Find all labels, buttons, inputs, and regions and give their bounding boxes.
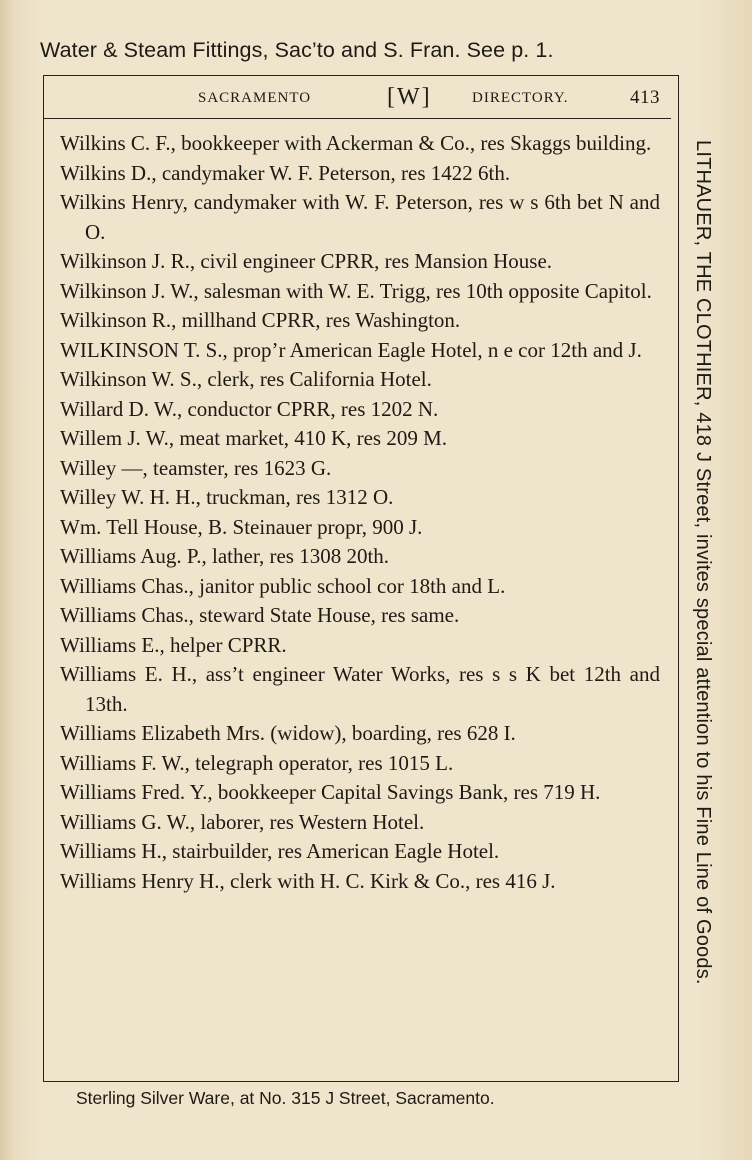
- directory-entry: Wilkinson J. W., salesman with W. E. Trigg, res 10th opposite Capitol.: [60, 278, 652, 303]
- directory-entry: Williams F. W., telegraph operator, res 1015 L.: [60, 750, 454, 775]
- bottom-advertisement: Sterling Silver Ware, at No. 315 J Street, Sacramento.: [76, 1088, 495, 1108]
- directory-entry: Wilkinson J. R., civil engineer CPRR, res Mansion House.: [60, 249, 553, 273]
- directory-entry: Williams Elizabeth Mrs. (widow), boarding, res 628 I.: [60, 721, 516, 745]
- directory-entry: Williams Fred. Y., bookkeeper Capital Savings Bank, res 719 H.: [60, 780, 601, 804]
- header-rule: [43, 118, 671, 119]
- directory-entry: Williams Chas., janitor public school cor 18th and L.: [60, 573, 506, 598]
- running-header: [60, 84, 662, 114]
- directory-entry: Williams Aug. P., lather, res 1308 20th.: [60, 544, 390, 568]
- directory-entry: Williams Chas., steward State House, res same.: [60, 603, 460, 627]
- page-number: 413: [630, 87, 660, 108]
- directory-entries: [60, 129, 660, 896]
- directory-entry: Willem J. W., meat market, 410 K, res 209 M.: [60, 426, 448, 450]
- directory-entry: Wilkins Henry, candymaker with W. F. Peterson, res w s 6th bet N and O.: [60, 190, 660, 244]
- top-advertisement: Water & Steam Fittings, Sac’to and S. Fran. See p. 1.: [40, 38, 554, 62]
- directory-entry: Williams E. H., ass’t engineer Water Works, res s s K bet 12th and 13th.: [60, 662, 660, 716]
- directory-entry: Williams H., stairbuilder, res American Eagle Hotel.: [60, 839, 500, 863]
- directory-entry: Wilkins C. F., bookkeeper with Ackerman & Co., res Skaggs building.: [60, 131, 652, 155]
- header-city: SACRAMENTO: [198, 90, 312, 106]
- directory-entry: Williams G. W., laborer, res Western Hotel.: [60, 809, 425, 834]
- directory-entry: WILKINSON T. S., prop’r American Eagle Hotel, n e cor 12th and J.: [60, 337, 642, 362]
- directory-entry: Williams E., helper CPRR.: [60, 632, 287, 657]
- header-letter: [W]: [387, 84, 432, 110]
- directory-entry: Wilkinson W. S., clerk, res California Hotel.: [60, 367, 432, 391]
- side-advertisement: LITHAUER, THE CLOTHIER, 418 J Street, invites special attention to his Fine Line of Goods.: [692, 140, 714, 985]
- directory-entry: Wm. Tell House, B. Steinauer propr, 900 J.: [60, 514, 423, 539]
- directory-entry: Willey —, teamster, res 1623 G.: [60, 455, 332, 480]
- directory-entry: Willey W. H. H., truckman, res 1312 O.: [60, 485, 394, 509]
- header-directory: DIRECTORY.: [472, 90, 569, 106]
- directory-entry: Williams Henry H., clerk with H. C. Kirk & Co., res 416 J.: [60, 868, 556, 893]
- directory-entry: Wilkins D., candymaker W. F. Peterson, res 1422 6th.: [60, 160, 511, 185]
- directory-entry: Wilkinson R., millhand CPRR, res Washington.: [60, 308, 461, 332]
- directory-entry: Willard D. W., conductor CPRR, res 1202 N.: [60, 396, 439, 421]
